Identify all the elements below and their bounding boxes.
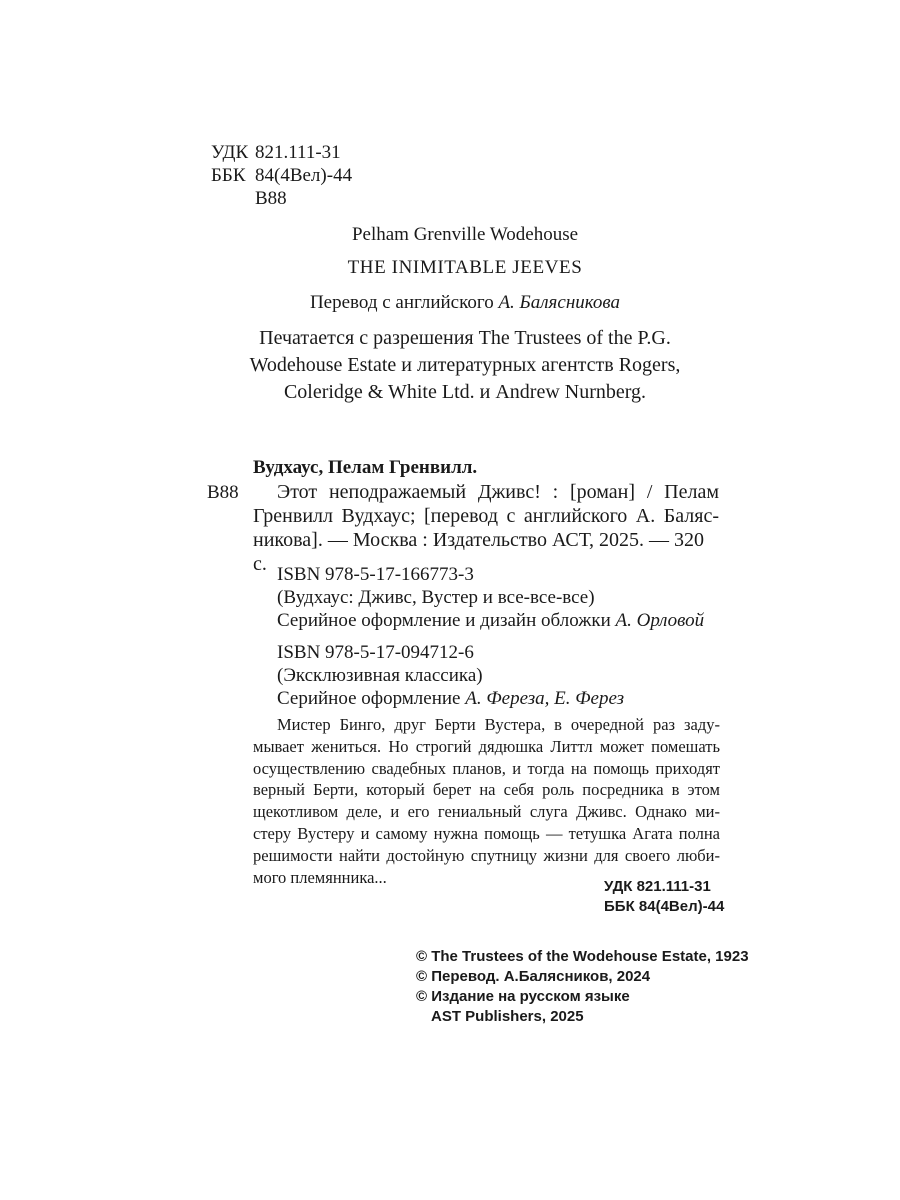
annotation-line: осуществлению свадебных планов, и тогда на помощь приходят — [253, 758, 720, 778]
annotation-line: Мистер Бинго, друг Берти Вустера, в очередной раз заду- — [277, 715, 720, 734]
codes-block — [604, 877, 724, 917]
design-credit — [277, 687, 624, 710]
annotation-line: мывает жениться. Но строгий дядюшка Литтл может помешать — [253, 736, 720, 756]
original-title: THE INIMITABLE JEEVES — [347, 257, 583, 278]
original-author: Pelham Grenville Wodehouse — [351, 224, 579, 245]
edition-block — [277, 563, 704, 632]
design-credit — [277, 609, 704, 632]
bbk-code: ББК 84(4Вел)-44 — [604, 898, 725, 915]
isbn: ISBN 978-5-17-166773-3 — [277, 564, 474, 585]
series-name: (Вудхаус: Дживс, Вустер и все-все-все) — [277, 587, 595, 608]
annotation-line: мого племянника... — [253, 867, 387, 887]
record-sign: В88 — [207, 482, 239, 503]
isbn: ISBN 978-5-17-094712-6 — [277, 642, 474, 663]
classification-block — [211, 141, 352, 210]
annotation-line: решимости найти достойную спутницу жизни для своего люби- — [253, 845, 720, 865]
record-line: Гренвилл Вудхаус; [перевод с английского А. Баляс- — [253, 505, 719, 527]
record-line: Этот неподражаемый Дживс! : [роман] / Пелам — [277, 481, 719, 503]
permission-note — [210, 325, 720, 406]
copyright-line: © Издание на русском языке — [416, 988, 630, 1005]
permission-line: Печатается с разрешения The Trustees of the P.G. — [259, 327, 671, 349]
design-prefix: Серийное оформление — [277, 688, 461, 709]
copyright-line: © The Trustees of the Wodehouse Estate, 1923 — [416, 948, 749, 965]
bbk-value: 84(4Вел)-44 — [255, 165, 353, 186]
annotation-line: стеру Вустеру и самому нужна помощь — тетушка Агата полна — [253, 823, 720, 843]
permission-line: Wodehouse Estate и литературных агентств Rogers, — [249, 354, 681, 376]
record-description — [253, 480, 719, 576]
copyright-line: © Перевод. А.Балясников, 2024 — [416, 968, 651, 985]
annotation-line: щекотливом деле, и его гениальный слуга Дживс. Однако ми- — [253, 802, 720, 822]
author-sign: В88 — [255, 188, 287, 209]
bbk-line — [211, 164, 352, 187]
translation-line — [210, 291, 720, 314]
design-prefix: Серийное оформление и дизайн обложки — [277, 610, 611, 631]
annotation — [253, 714, 720, 888]
edition-block — [277, 641, 624, 710]
translation-prefix: Перевод с английского — [309, 292, 494, 313]
author-sign-line — [211, 187, 352, 210]
designer-names: А. Фереза, Е. Ферез — [465, 688, 625, 709]
record-heading: Вудхаус, Пелам Гренвилл. — [253, 457, 478, 478]
translator-name: А. Балясникова — [498, 292, 621, 313]
record-line: никова]. — Москва : Издательство АСТ, 2025. — 320 с. — [253, 529, 704, 575]
series-name: (Эксклюзивная классика) — [277, 665, 483, 686]
udk-code: УДК 821.111-31 — [604, 878, 711, 895]
udk-value: 821.111-31 — [255, 142, 341, 163]
copyright-block — [416, 947, 749, 1027]
annotation-line: верный Берти, который берет на себя роль посредника в этом — [253, 780, 720, 800]
permission-line: Coleridge & White Ltd. и Andrew Nurnberg. — [283, 381, 647, 403]
designer-names: А. Орловой — [615, 610, 705, 631]
bbk-label: ББК — [211, 165, 246, 186]
udk-line — [211, 141, 352, 164]
udk-label: УДК — [211, 142, 249, 163]
copyright-line: AST Publishers, 2025 — [431, 1008, 584, 1025]
